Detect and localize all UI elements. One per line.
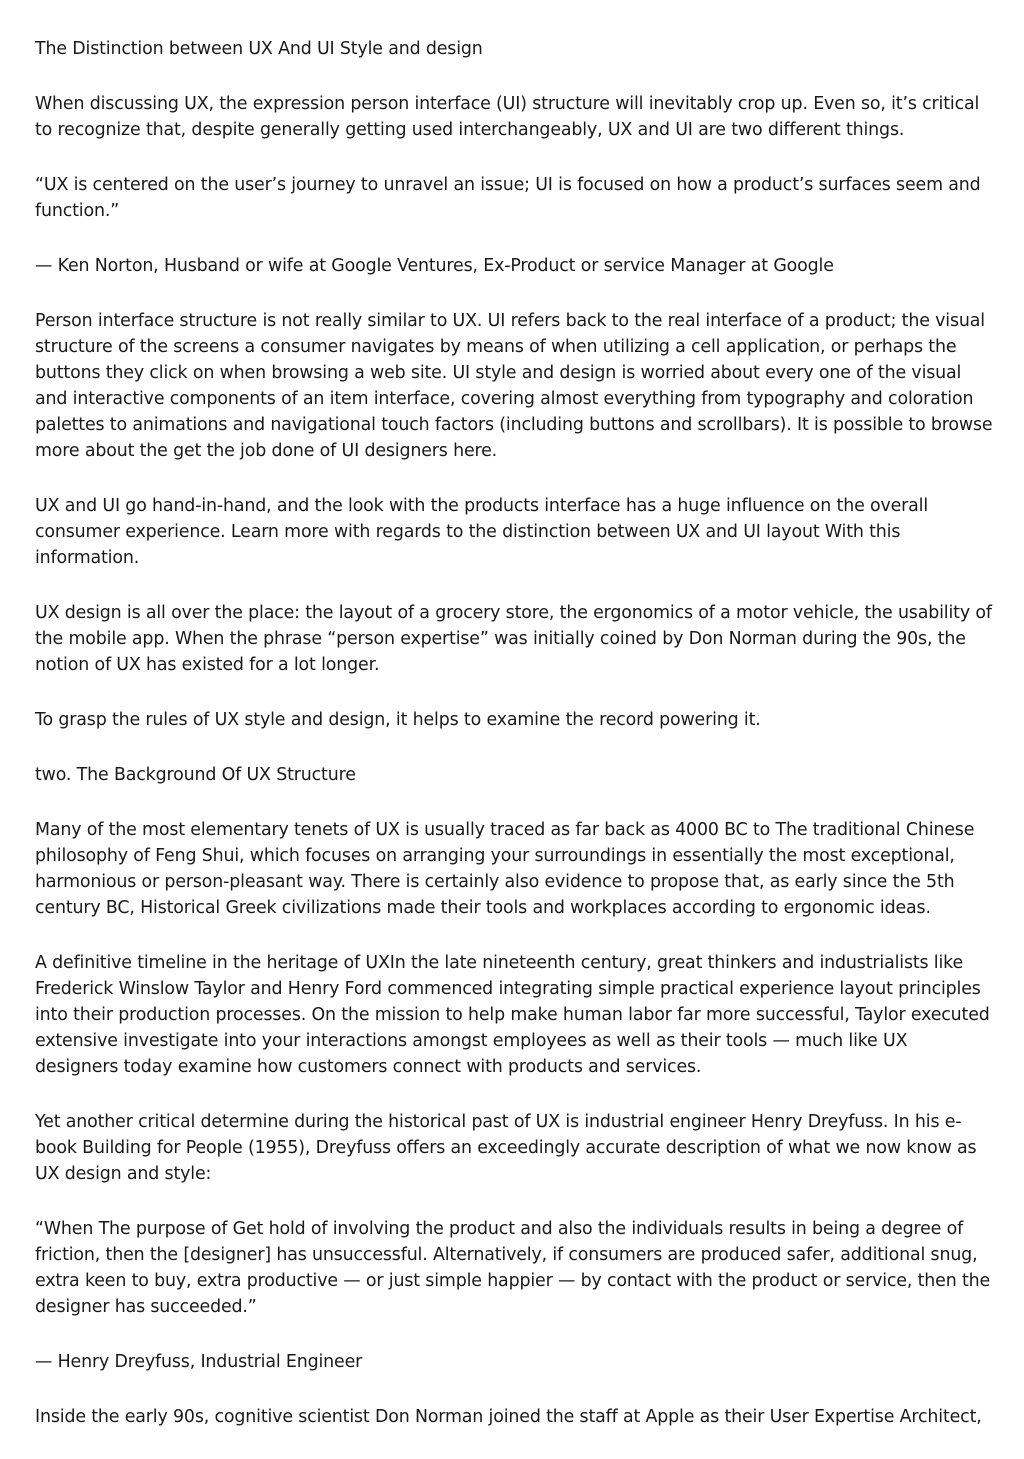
section-heading: two. The Background Of UX Structure [35, 765, 356, 785]
paragraph: UX and UI go hand-in-hand, and the look with the products interface has a huge influence on the overall consumer experience. Learn more with regards to the distinction between UX and UI layout With this information. [35, 496, 929, 568]
paragraph: Yet another critical determine during the historical past of UX is industrial engineer Henry Dreyfuss. In his e-book Building for People (1955), Dreyfuss offers an exceedingly accurate description of what we now know as UX design and style: [35, 1112, 977, 1184]
paragraph: UX design is all over the place: the layout of a grocery store, the ergonomics of a motor vehicle, the usability of the mobile app. When the phrase “person expertise” was initially coined by Don Norman during the 90s, the notion of UX has existed for a lot longer. [35, 603, 992, 675]
paragraph: When discussing UX, the expression person interface (UI) structure will inevitably crop up. Even so, it’s critical to recognize that, despite generally getting used interchangeably, UX and UI are two different things. [35, 94, 980, 140]
paragraph: To grasp the rules of UX style and design, it helps to examine the record powering it. [35, 710, 761, 730]
quote-attribution: — Henry Dreyfuss, Industrial Engineer [35, 1352, 363, 1372]
quote: “When The purpose of Get hold of involving the product and also the individuals results in being a degree of friction, then the [designer] has unsuccessful. Alternatively, if consumers are produced safer, additional snug, extra keen to buy, extra productive — or just simple happier — by contact with the product or service, then the designer has succeeded.” [35, 1219, 991, 1317]
document-body [35, 36, 995, 1459]
document-title: The Distinction between UX And UI Style and design [35, 39, 483, 59]
quote-attribution: — Ken Norton, Husband or wife at Google Ventures, Ex-Product or service Manager at Google [35, 256, 834, 276]
quote: “UX is centered on the user’s journey to unravel an issue; UI is focused on how a product’s surfaces seem and function.” [35, 175, 981, 221]
paragraph: Inside the early 90s, cognitive scientist Don Norman joined the staff at Apple as their User Expertise Architect, [35, 1407, 982, 1427]
paragraph: Many of the most elementary tenets of UX is usually traced as far back as 4000 BC to The traditional Chinese philosophy of Feng Shui, which focuses on arranging your surroundings in essentially the most exceptional, harmonious or person-pleasant way. There is certainly also evidence to propose that, as early since the 5th century BC, Historical Greek civilizations made their tools and workplaces according to ergonomic ideas. [35, 820, 975, 918]
paragraph: Person interface structure is not really similar to UX. UI refers back to the real interface of a product; the visual structure of the screens a consumer navigates by means of when utilizing a cell application, or perhaps the buttons they click on when browsing a web site. UI style and design is worried about every one of the visual and interactive components of an item interface, covering almost everything from typography and coloration palettes to animations and navigational touch factors (including buttons and scrollbars). It is possible to browse more about the get the job done of UI designers here. [35, 311, 993, 461]
paragraph: A definitive timeline in the heritage of UXIn the late nineteenth century, great thinkers and industrialists like Frederick Winslow Taylor and Henry Ford commenced integrating simple practical experience layout principles into their production processes. On the mission to help make human labor far more successful, Taylor executed extensive investigate into your interactions amongst employees as well as their tools — much like UX designers today examine how customers connect with products and services. [35, 953, 990, 1077]
